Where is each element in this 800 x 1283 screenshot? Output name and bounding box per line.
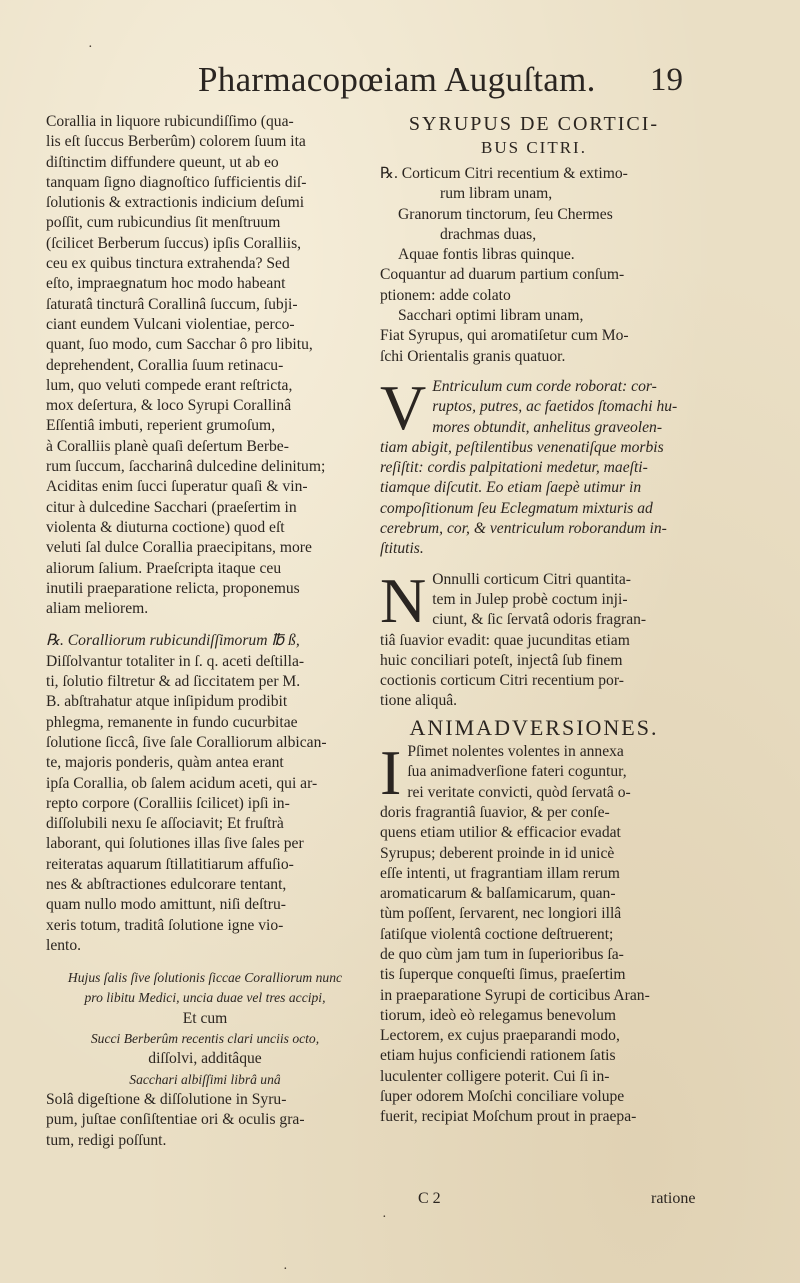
text-line: Et cum <box>182 1009 228 1027</box>
ink-speck: · <box>283 1262 288 1277</box>
text-line: citur à dulcedine Sacchari (praeſertim in <box>46 498 297 516</box>
recipe-title-line-1: SYRUPUS DE CORTICI- <box>408 113 660 135</box>
text-line: Lectorem, ex cujus praeparandi modo, <box>380 1027 620 1045</box>
ink-speck: · <box>382 1210 387 1225</box>
text-line: veluti ſal dulce Corallia praecipitans, more <box>46 539 312 557</box>
text-line: cerebrum, cor, & ventriculum roborandum in- <box>380 520 667 538</box>
text-line: doris fragrantiâ ſuavior, & per conſe- <box>380 803 610 821</box>
text-line: Succi Berberûm recentis clari unciis octo, <box>90 1031 320 1047</box>
text-line: lis eſt ſuccus Berberûm) colorem ſuum ita <box>46 133 306 151</box>
text-line: deprehendent, Corallia ſuum retinacu- <box>46 356 284 374</box>
recipe-title-line-2: BUS CITRI. <box>481 138 587 157</box>
text-line: fuerit, recipiat Moſchum prout in praepa- <box>380 1108 637 1126</box>
text-line: diſſolubili nexu ſe aſſociavit; Et fruſtrà <box>46 815 284 833</box>
text-line: reſiſtit: cordis palpitationi medetur, maeſti- <box>380 459 648 477</box>
text-line: Sacchari optimi libram unam, <box>398 307 584 325</box>
text-line: tiâ ſuavior evadit: quae jucunditas etiam <box>380 631 630 649</box>
text-line: ſuper odorem Moſchi conciliare volupe <box>380 1088 625 1106</box>
ink-speck: · <box>88 40 93 55</box>
text-line: ipſa Corallia, ob ſalem acidum aceti, qui ar- <box>46 774 318 792</box>
text-line: ſolutionis & extractionis indicium deſumi <box>46 194 305 212</box>
text-line: ciant eundem Vulcani violentiae, perco- <box>46 315 295 333</box>
paragraph-i <box>380 737 688 1128</box>
text-line: diſtinctim diffundere queunt, ut ab eo <box>46 153 279 171</box>
text-line: Corallia in liquore rubicundiſſimo (qua- <box>46 113 294 130</box>
paragraph-v <box>380 371 688 560</box>
text-line: ſaturatâ tincturâ Corallinâ ſuccum, ſubji- <box>46 295 298 313</box>
text-line: tiam abigit, peſtilentibus venenatiſque morbis <box>380 438 664 456</box>
paragraph-n <box>380 564 688 712</box>
text-line: mores obtundit, anhelitus graveolen- <box>432 418 663 436</box>
text-line: eſto, impraegnatum hoc modo habeant <box>46 275 286 293</box>
text-line: rum libram unam, <box>440 185 553 203</box>
text-line: Diſſolvantur totaliter in ſ. q. aceti deſtilla- <box>46 652 305 670</box>
spacer <box>46 619 364 631</box>
text-line: Aciditas enim ſucci ſuperatur quaſi & vin- <box>46 478 308 496</box>
text-line: Aquae fontis libras quinque. <box>398 246 575 264</box>
text-line: Fiat Syrupus, qui aromatiſetur cum Mo- <box>380 327 629 345</box>
text-line: aliam meliorem. <box>46 600 149 618</box>
text-line: reiteratas aquarum ſtillatitiarum affuſio- <box>46 855 294 873</box>
text-line: Granorum tinctorum, ſeu Chermes <box>398 205 613 223</box>
drop-cap-n: N <box>380 564 427 636</box>
text-line: poſſit, cum rubicundius ſit menſtruum <box>46 214 281 232</box>
text-line: ceu ex quibus tinctura extrahenda? Sed <box>46 255 290 273</box>
text-line: ſchi Orientalis granis quatuor. <box>380 347 566 365</box>
text-line: Eſſentiâ imbuti, reperient grumoſum, <box>46 417 276 435</box>
text-line: tione aliquâ. <box>380 692 458 710</box>
text-line: rei veritate convicti, quòd ſervatâ o- <box>407 783 631 801</box>
text-line: diſſolvi, additâque <box>148 1050 262 1068</box>
text-line: Hujus ſalis ſive ſolutionis ſiccae Coralliorum nunc <box>67 970 343 986</box>
catchword: ratione <box>651 1190 696 1207</box>
text-line: ℞. Coralliorum rubicundiſſimorum ℔ ß, <box>46 632 300 650</box>
text-line: Solâ digeſtione & diſſolutione in Syru- <box>46 1090 287 1108</box>
text-line: tem in Julep probè coctum inji- <box>432 590 628 608</box>
drop-cap-i: I <box>380 737 402 809</box>
text-line: pro libitu Medici, uncia duae vel tres accipi, <box>84 990 326 1006</box>
signature-mark: C 2 <box>418 1190 441 1207</box>
right-column <box>380 112 688 1128</box>
text-line: drachmas duas, <box>440 225 537 243</box>
text-line: etiam hujus conficiendi rationem ſatis <box>380 1047 616 1065</box>
text-line: mox deſertura, & loco Syrupi Corallinâ <box>46 397 292 415</box>
text-line: quam nullo modo amittunt, niſi deſtru- <box>46 896 286 914</box>
text-line: ſolutione ſiccâ, ſive ſale Coralliorum albican- <box>46 733 327 751</box>
text-line: tùm poſſent, ſervarent, nec longiori illâ <box>380 905 622 923</box>
text-line: Pſimet nolentes volentes in annexa <box>407 743 624 761</box>
text-line: B. abſtrahatur atque inſipidum prodibit <box>46 693 288 711</box>
text-line: laborant, qui ſolutiones illas ſive ſales per <box>46 835 304 853</box>
text-line: eſſe intenti, ut fragrantiam illam rerum <box>380 864 620 882</box>
text-line: compoſitionum ſeu Eclegmatum mixturis ad <box>380 499 653 517</box>
text-line: nes & abſtractiones edulcorare tentant, <box>46 875 287 893</box>
text-line: ſatiſque violentâ coctione deſtruerent; <box>380 925 614 943</box>
text-line: coctionis corticum Citri recentium por- <box>380 672 624 690</box>
text-line: ti, ſolutio filtretur & ad ſiccitatem per M. <box>46 673 301 691</box>
text-line: quens etiam utilior & efficacior evadat <box>380 824 621 842</box>
text-line: xeris totum, traditâ ſolutione igne vio- <box>46 916 284 934</box>
text-line: Coquantur ad duarum partium conſum- <box>380 266 625 284</box>
recipe-body <box>380 164 688 367</box>
text-line: aliorum ſalium. Praeſcripta itaque ceu <box>46 559 282 577</box>
text-line: pum, juſtae conſiſtentiae ori & oculis gra- <box>46 1111 305 1129</box>
text-line: lum, quo veluti compede erant reſtricta, <box>46 376 293 394</box>
text-line: Syrupus; deberent proinde in id unicè <box>380 844 615 862</box>
text-line: tiamque diſcutit. Eo etiam ſaepè utimur in <box>380 479 642 497</box>
page-number: 19 <box>650 62 683 98</box>
running-head: Pharmacopœiam Auguſtam. <box>198 60 596 99</box>
animadversiones-heading: ANIMADVERSIONES. <box>409 714 659 740</box>
text-line: tiorum, ideò eò relegamus benevolum <box>380 1006 617 1024</box>
text-line: Entriculum cum corde roborat: cor- <box>432 377 657 395</box>
text-line: ciunt, & ſic ſervatâ odoris fragran- <box>432 611 647 629</box>
text-line: aromaticarum & balſamicarum, quan- <box>380 885 616 903</box>
text-line: (ſcilicet Berberum ſuccus) ipſis Coralliis, <box>46 234 302 252</box>
text-line: repto corpore (Coralliis ſcilicet) ipſi in- <box>46 794 290 812</box>
text-line: ſtitutis. <box>380 540 424 558</box>
text-line: ſua animadverſione fateri coguntur, <box>407 763 627 781</box>
text-line: violenta & diuturna coctione) quod eſt <box>46 518 285 536</box>
spacer <box>46 956 364 968</box>
text-line: in praeparatione Syrupi de corticibus Aran- <box>380 986 650 1004</box>
text-line: inutili praeparatione relicta, proponemus <box>46 579 300 597</box>
text-line: luculenter colligere poterit. Cui ſi in- <box>380 1067 610 1085</box>
text-line: Onnulli corticum Citri quantita- <box>432 570 632 588</box>
text-line: ptionem: adde colato <box>380 286 511 304</box>
text-line: rum ſuccum, ſaccharinâ dulcedine delinitum; <box>46 458 326 476</box>
drop-cap-v: V <box>380 371 427 443</box>
left-column <box>46 112 364 1151</box>
text-line: quant, ſuo modo, cum Sacchar ô pro libitu, <box>46 336 313 354</box>
text-line: tanquam ſigno diagnoſtico ſufficientis diſ- <box>46 173 307 191</box>
text-line: lento. <box>46 936 82 954</box>
text-line: de quo cùm jam tum in ſuperioribus ſa- <box>380 945 624 963</box>
text-line: huic conciliari poteſt, injectâ ſub finem <box>380 651 623 669</box>
text-line: à Coralliis planè quaſi deſertum Berbe- <box>46 437 289 455</box>
text-line: tis ſuperque conqueſti ſimus, praeſertim <box>380 966 626 984</box>
page-header <box>0 60 800 108</box>
text-line: ruptos, putres, ac faetidos ſtomachi hu- <box>432 398 678 416</box>
text-line: tum, redigi poſſunt. <box>46 1131 167 1149</box>
text-line: te, majoris ponderis, quàm antea erant <box>46 754 284 772</box>
text-line: phlegma, remanente in fundo cucurbitae <box>46 713 298 731</box>
text-line: ℞. Corticum Citri recentium & extimo- <box>380 165 628 182</box>
text-line: Sacchari albiſſimi librâ unâ <box>129 1071 281 1087</box>
